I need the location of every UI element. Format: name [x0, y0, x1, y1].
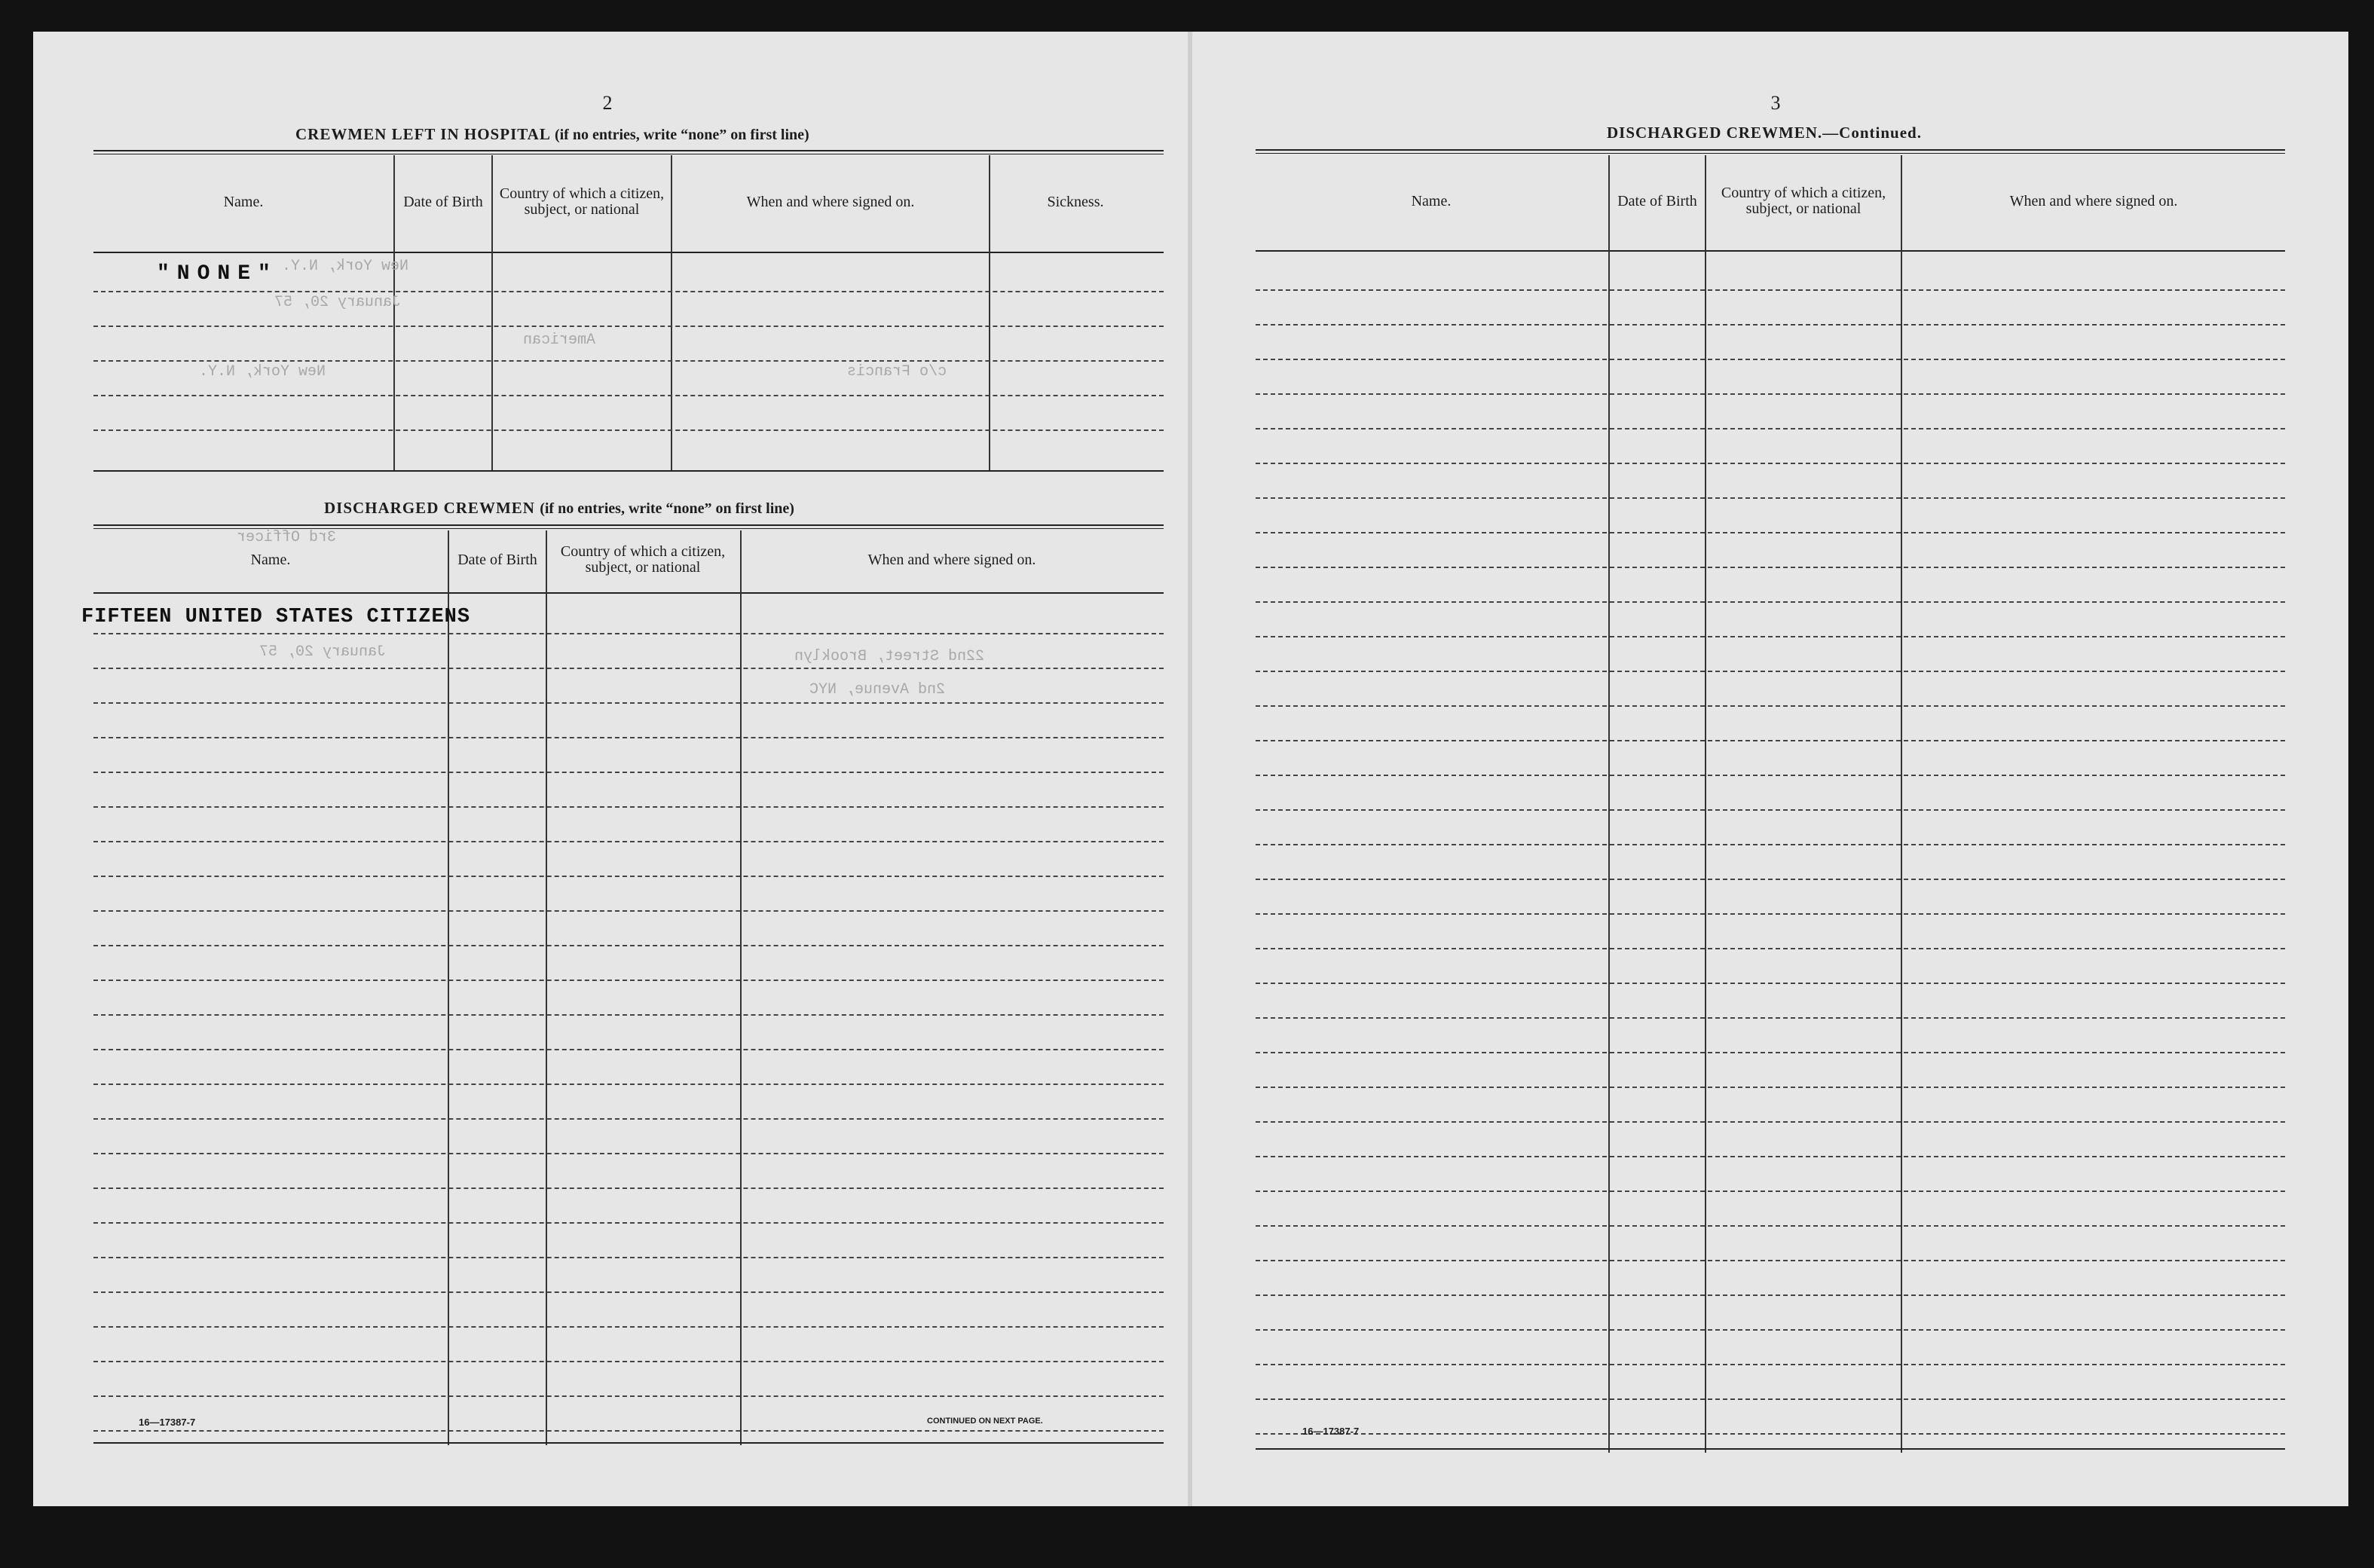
dotted-line [93, 326, 1164, 327]
dotted-line [1256, 1225, 2285, 1227]
dotted-line [93, 1118, 1164, 1120]
discharged-title-text: DISCHARGED CREWMEN [324, 499, 535, 517]
column-divider [1608, 155, 1610, 1453]
bleed-through-text: January 20, 57 [259, 643, 387, 661]
column-divider [393, 155, 395, 470]
dotted-line [1256, 1294, 2285, 1296]
bleed-through-text: New York, N.Y. [282, 258, 409, 275]
column-divider [491, 155, 493, 470]
column-divider [671, 155, 672, 470]
hospital-none-entry: "NONE" [157, 262, 278, 286]
discharged-col-dob: Date of Birth [457, 551, 537, 568]
dotted-line [93, 980, 1164, 981]
dotted-line [1256, 983, 2285, 984]
dotted-line [1256, 463, 2285, 464]
right-col-signed: When and where signed on. [2009, 192, 2178, 209]
column-divider [1901, 155, 1902, 1453]
discharged-header-rule [93, 592, 1164, 594]
dotted-line [93, 702, 1164, 704]
page-number: 2 [602, 92, 613, 114]
dotted-line [1256, 1329, 2285, 1331]
dotted-line [1256, 497, 2285, 499]
dotted-line [1256, 636, 2285, 637]
dotted-line [93, 945, 1164, 946]
right-col-dob: Date of Birth [1617, 192, 1697, 209]
right-page [1192, 32, 2348, 1506]
dotted-line [1256, 775, 2285, 776]
hospital-section-title [295, 125, 809, 144]
dotted-line [1256, 324, 2285, 326]
bleed-through-text: American [523, 332, 596, 349]
hospital-col-country: Country of which a citizen, subject, or national [499, 185, 665, 218]
hospital-bottom-rule [93, 470, 1164, 472]
dotted-line [93, 841, 1164, 842]
dotted-line [1256, 1017, 2285, 1019]
dotted-line [93, 1153, 1164, 1154]
right-col-name: Name. [1411, 192, 1452, 209]
discharged-bottom-rule [93, 1442, 1164, 1444]
discharged-col-country: Country of which a citizen, subject, or national [560, 543, 726, 576]
dotted-line [93, 1395, 1164, 1397]
dotted-line [1256, 740, 2285, 741]
dotted-line [93, 737, 1164, 738]
hospital-col-dob: Date of Birth [403, 193, 483, 210]
hospital-col-sickness: Sickness. [1047, 193, 1104, 210]
dotted-line [93, 1257, 1164, 1258]
dotted-line [1256, 913, 2285, 915]
dotted-line [1256, 948, 2285, 949]
discharged-entry: FIFTEEN UNITED STATES CITIZENS [81, 606, 471, 628]
dotted-line [1256, 1364, 2285, 1365]
dotted-line [1256, 1398, 2285, 1400]
dotted-line [1256, 809, 2285, 811]
dotted-line [1256, 671, 2285, 672]
bleed-through-text: New York, N.Y. [199, 363, 326, 381]
right-header-rule [1256, 250, 2285, 252]
dotted-line [93, 633, 1164, 634]
bleed-through-text: January 20, 57 [274, 294, 402, 311]
dotted-line [93, 668, 1164, 669]
discharged-col-name: Name. [250, 551, 291, 568]
dotted-line [93, 1014, 1164, 1016]
dotted-line [1256, 1052, 2285, 1053]
right-section-title: DISCHARGED CREWMEN.—Continued. [1607, 124, 1922, 142]
dotted-line [1256, 567, 2285, 568]
right-top-rule [1256, 149, 2285, 154]
dotted-line [93, 291, 1164, 292]
dotted-line [1256, 1087, 2285, 1088]
column-divider [989, 155, 990, 470]
dotted-line [93, 1049, 1164, 1050]
dotted-line [93, 1326, 1164, 1328]
left-page [33, 32, 1188, 1506]
dotted-line [1256, 1191, 2285, 1192]
column-divider [1705, 155, 1706, 1453]
page-number: 3 [1770, 92, 1781, 114]
dotted-line [1256, 601, 2285, 603]
bleed-through-text: c/o Francis [847, 363, 947, 381]
dotted-line [93, 1430, 1164, 1432]
dotted-line [1256, 532, 2285, 533]
form-number: 16—17387-7 [1302, 1426, 1360, 1437]
right-bottom-rule [1256, 1448, 2285, 1450]
form-number: 16—17387-7 [139, 1417, 196, 1428]
hospital-instruction: (if no entries, write “none” on first line) [554, 127, 809, 143]
bleed-through-text: 2nd Avenue, NYC [809, 681, 946, 698]
dotted-line [1256, 289, 2285, 291]
discharged-section-title [324, 499, 794, 518]
dotted-line [1256, 844, 2285, 845]
bleed-through-text: 3rd Officer [237, 529, 337, 546]
discharged-instruction: (if no entries, write “none” on first line) [540, 500, 794, 517]
dotted-line [93, 1291, 1164, 1293]
hospital-col-name: Name. [223, 193, 264, 210]
dotted-line [1256, 1121, 2285, 1123]
dotted-line [93, 910, 1164, 912]
bleed-through-text: 22nd Street, Brooklyn [794, 648, 985, 665]
dotted-line [93, 360, 1164, 362]
dotted-line [1256, 1433, 2285, 1435]
dotted-line [1256, 705, 2285, 707]
dotted-line [1256, 428, 2285, 429]
dotted-line [93, 429, 1164, 431]
discharged-col-signed: When and where signed on. [867, 551, 1036, 568]
hospital-col-signed: When and where signed on. [746, 193, 915, 210]
dotted-line [93, 1084, 1164, 1085]
hospital-header-rule [93, 252, 1164, 253]
dotted-line [1256, 393, 2285, 395]
dotted-line [93, 876, 1164, 877]
dotted-line [1256, 359, 2285, 360]
hospital-title-text: CREWMEN LEFT IN HOSPITAL [295, 125, 550, 143]
dotted-line [1256, 1260, 2285, 1261]
dotted-line [93, 395, 1164, 396]
continued-note: CONTINUED ON NEXT PAGE. [927, 1417, 1043, 1426]
dotted-line [93, 1187, 1164, 1189]
dotted-line [93, 1222, 1164, 1224]
dotted-line [1256, 1156, 2285, 1157]
dotted-line [1256, 879, 2285, 880]
dotted-line [93, 806, 1164, 808]
hospital-top-rule [93, 150, 1164, 154]
dotted-line [93, 1361, 1164, 1362]
right-col-country: Country of which a citizen, subject, or national [1721, 185, 1886, 217]
dotted-line [93, 772, 1164, 773]
